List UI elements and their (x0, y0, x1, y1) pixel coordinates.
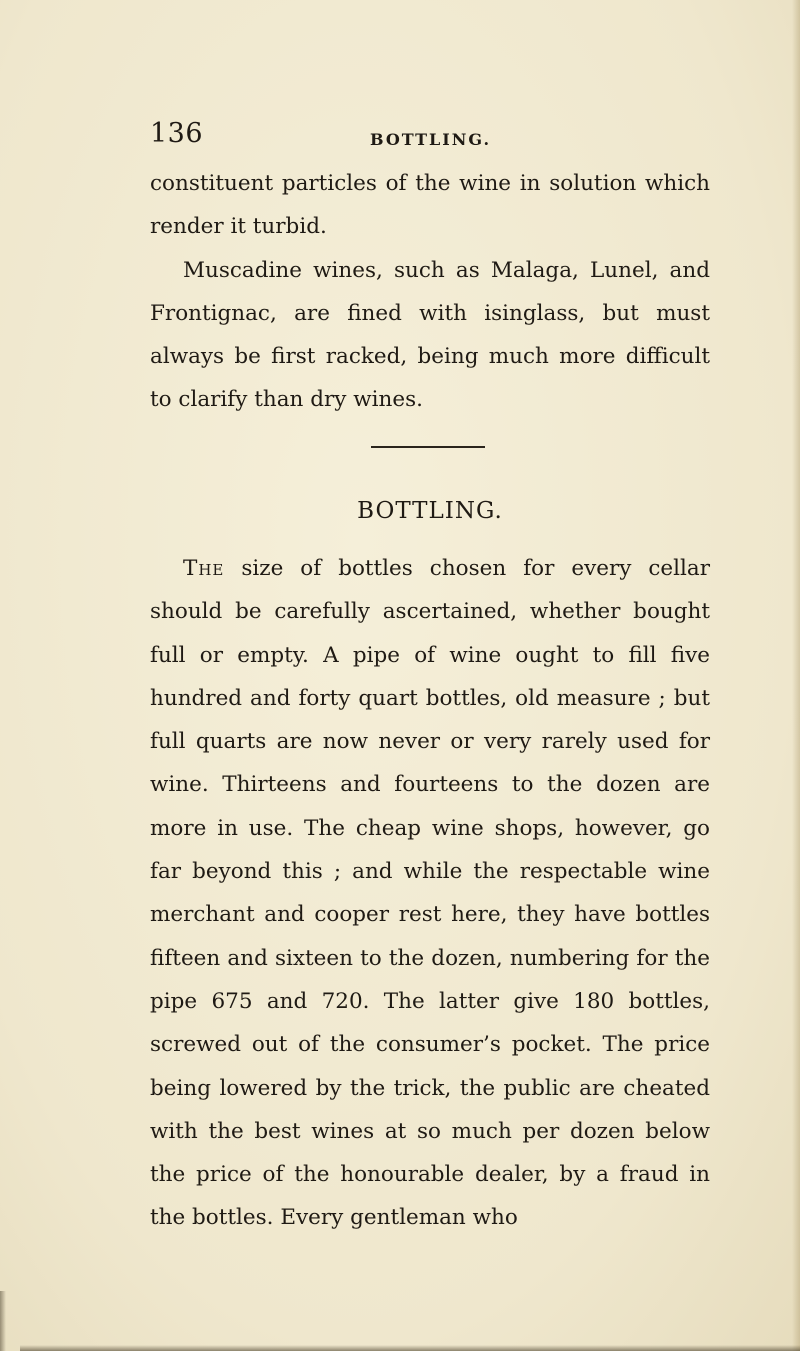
running-title: BOTTLING. (370, 130, 492, 149)
running-head (150, 118, 710, 158)
page-bottom-shadow (20, 1345, 800, 1351)
text-before-section (150, 162, 710, 422)
paragraph-continuation: constituent particles of the wine in solution which render it turbid. (150, 171, 710, 240)
text-bottling-section (150, 547, 710, 1240)
paragraph-lead-word: The (183, 556, 225, 581)
paragraph-body: size of bottles chosen for every cellar should be carefully ascertained, whether bought full or empty. A pipe of wine ought to fill five hundred and forty quart bottles, old measure ; but full quarts are now never or very rarely used for wine. Thirteens and fourteens to the dozen are more in use. The cheap wine shops, however, go far beyond this ; and while the respectable wine merchant and cooper rest here, they have bottles fifteen and sixteen to the dozen, numbering for the pipe 675 and 720. The latter give 180 bottles, screwed out of the consumer’s pocket. The price being lowered by the trick, the public are cheated with the best wines at so much per dozen below the price of the honourable dealer, by a fraud in the bottles. Every gentleman who (150, 556, 710, 1231)
paragraph-muscadine: Muscadine wines, such as Malaga, Lunel, and Frontignac, are fined with isinglass, but must always be first racked, being much more difficult to clarify than dry wines. (150, 257, 710, 413)
section-heading: BOTTLING. (357, 498, 503, 524)
page-edge-shadow (792, 0, 800, 1351)
page-number: 136 (150, 118, 204, 149)
page-corner-shadow (0, 1291, 6, 1351)
paragraph-bottling (150, 547, 710, 1240)
section-divider (371, 446, 485, 448)
